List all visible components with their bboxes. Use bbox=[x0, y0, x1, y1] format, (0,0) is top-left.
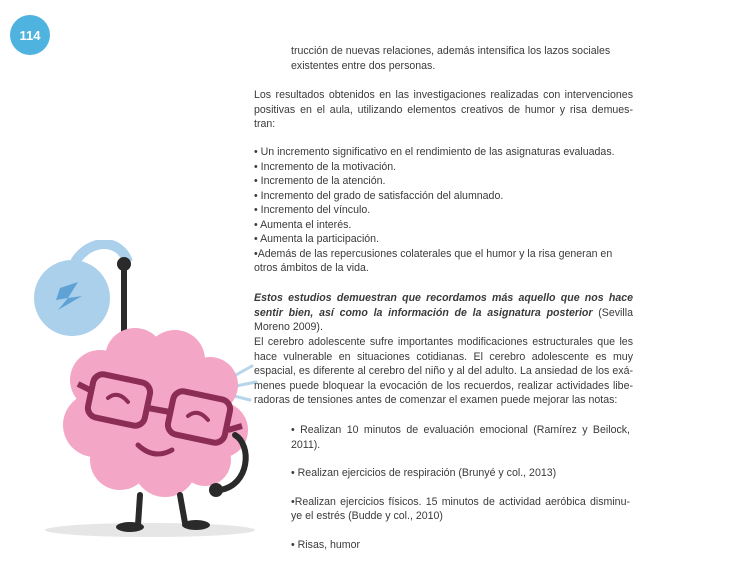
intro-line: existentes entre dos personas. bbox=[291, 59, 436, 72]
intro-paragraph bbox=[291, 44, 630, 73]
list-item: • Incremento de la motivación. bbox=[254, 160, 397, 173]
list-item: • Un incremento significativo en el rendimiento de las asignaturas evaluadas. bbox=[254, 146, 615, 158]
ground-shadow bbox=[45, 523, 255, 537]
brain-kettlebell-illustration bbox=[20, 240, 260, 540]
studies-citation: (Sevilla Moreno 2009). bbox=[254, 306, 633, 333]
foot-left bbox=[116, 522, 144, 532]
list-item: • Aumenta la participación. bbox=[254, 233, 380, 245]
list-item: •Además de las repercusiones colaterales que el humor y la risa generan en otros ámbitos de la vida. bbox=[254, 247, 613, 274]
studies-highlight: Estos estudios demuestran que recordamos más aquello que nos hace sentir bien, así como la información de la asignatura posterior bbox=[254, 292, 633, 319]
benefits-list bbox=[254, 145, 633, 276]
page-number-badge: 114 bbox=[10, 15, 50, 55]
list-item: • Incremento de la atención. bbox=[254, 175, 386, 187]
foot-right bbox=[182, 520, 210, 530]
list-item: • Realizan ejercicios de respiración (Brunyé y col., 2013) bbox=[291, 467, 557, 479]
legs bbox=[138, 495, 185, 525]
list-item: • Incremento del grado de satisfacción del alumnado. bbox=[254, 189, 504, 202]
list-item: •Realizan ejercicios físicos. 15 minutos de actividad aeróbica disminu-ye el estrés (Budde y col., 2010) bbox=[291, 495, 630, 522]
raised-hand bbox=[117, 257, 131, 271]
list-item: • Aumenta el interés. bbox=[254, 218, 352, 231]
side-hand bbox=[209, 483, 223, 497]
studies-paragraph bbox=[254, 291, 633, 335]
intro-line: trucción de nuevas relaciones, además intensifica los lazos sociales bbox=[291, 45, 611, 57]
brain-paragraph: El cerebro adolescente sufre importantes modificaciones estructurales que les hace vulnerable en situaciones cotidianas. El cerebro adolescente es muy espacial, es diferente al cerebro del niño y al del adulto. La ansiedad de los exá-menes puede bloquear la evocación de los recuerdos, realizar actividades libe-radoras de tensiones antes de comenzar el examen puede mejorar las notas: bbox=[254, 336, 633, 406]
list-item: • Risas, humor bbox=[291, 538, 361, 551]
actions-list bbox=[291, 423, 630, 552]
list-item: • Incremento del vínculo. bbox=[254, 204, 371, 216]
list-item: • Realizan 10 minutos de evaluación emocional (Ramírez y Beilock, 2011). bbox=[291, 424, 630, 451]
results-paragraph: Los resultados obtenidos en las investigaciones realizadas con intervenciones positivas en el aula, utilizando elementos creativos de humor y risa demues-tran: bbox=[254, 89, 633, 130]
